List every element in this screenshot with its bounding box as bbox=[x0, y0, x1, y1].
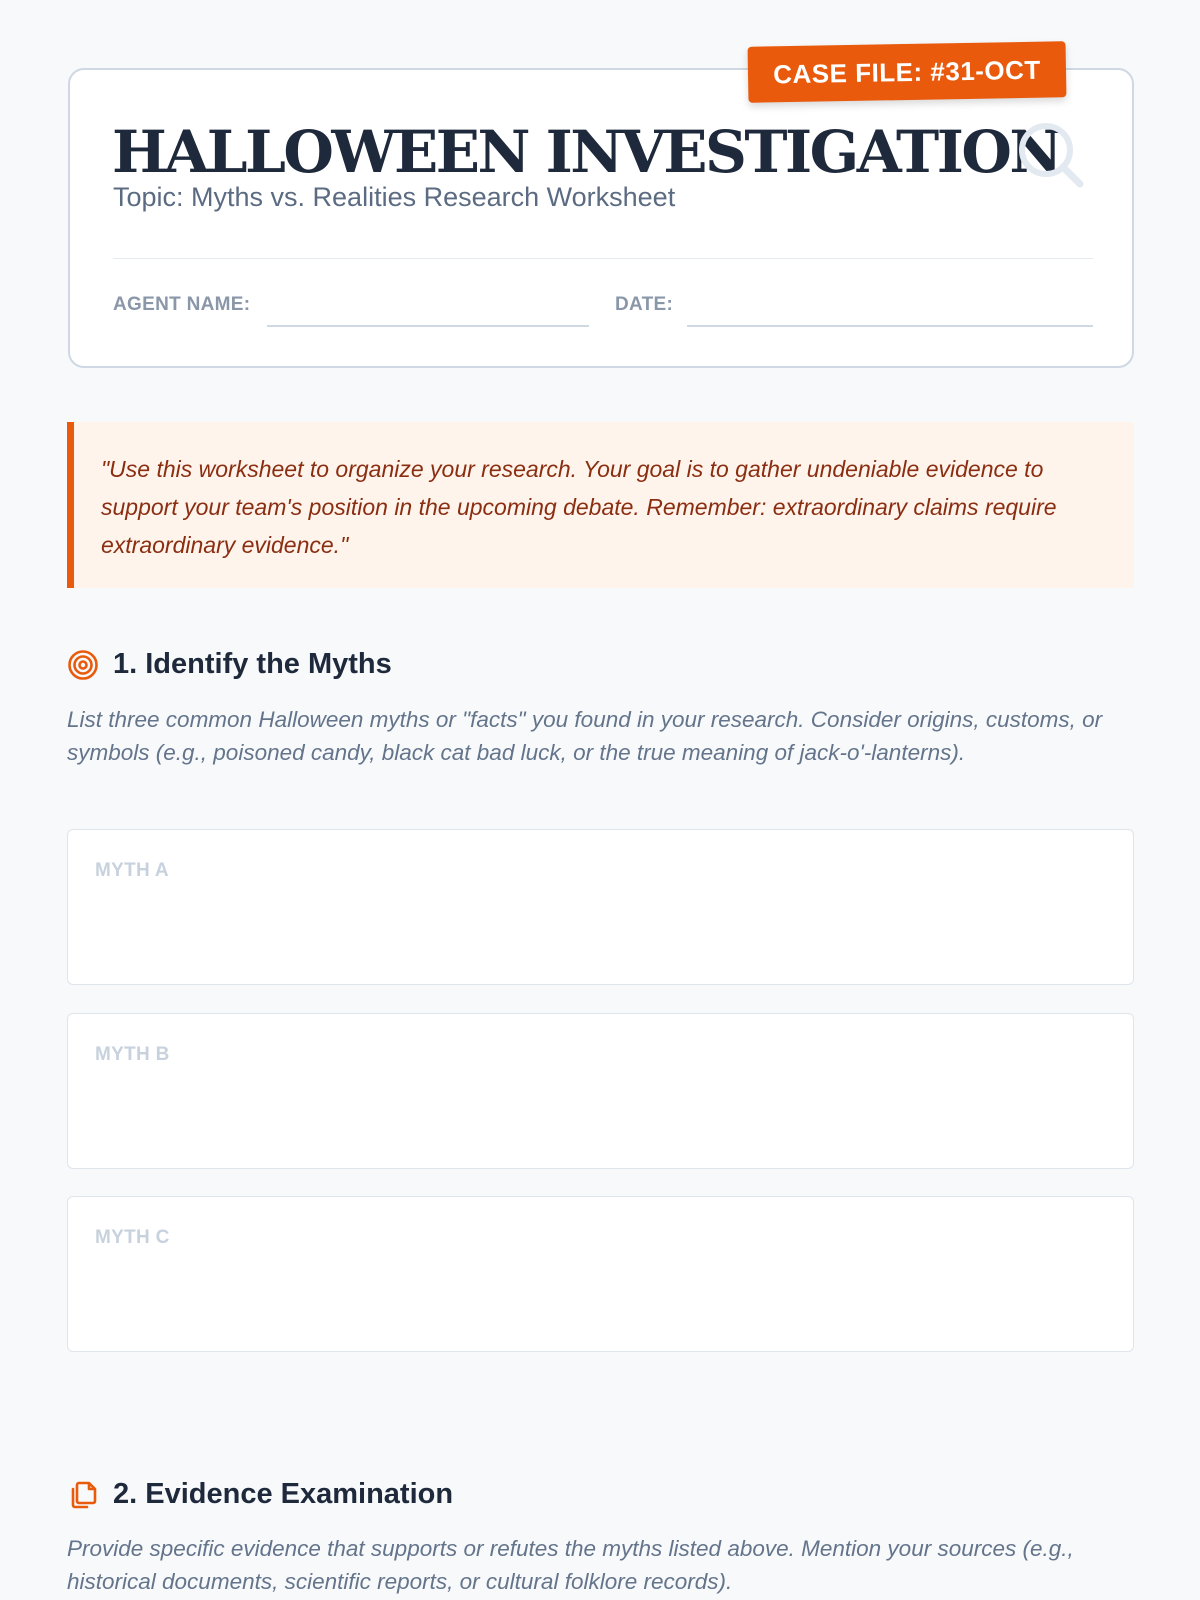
agent-name-label: AGENT NAME: bbox=[113, 294, 251, 315]
section-2-heading bbox=[67, 1478, 453, 1511]
target-icon bbox=[67, 649, 99, 681]
agent-name-field[interactable] bbox=[267, 325, 589, 327]
date-field[interactable] bbox=[687, 325, 1093, 327]
header-card bbox=[68, 54, 1134, 368]
section-2-title: 2. Evidence Examination bbox=[113, 1478, 454, 1510]
instructions-quote bbox=[67, 422, 1134, 588]
myth-c-input[interactable] bbox=[67, 1196, 1134, 1352]
magnifier-icon bbox=[1016, 120, 1088, 192]
section-1-description: List three common Halloween myths or "facts" you found in your research. Consider origins, customs, or symbols (e.g., poisoned candy, black cat bad luck, or the true meaning of jack-o'-lanterns). bbox=[67, 707, 1103, 765]
case-file-badge: CASE FILE: #31-OCT bbox=[748, 41, 1067, 103]
myth-b-label: MYTH B bbox=[95, 1044, 170, 1065]
date-label: DATE: bbox=[615, 294, 674, 315]
section-2-description: Provide specific evidence that supports or refutes the myths listed above. Mention your sources (e.g., historical documents, scientific reports, or cultural folklore records). bbox=[67, 1536, 1074, 1594]
myth-a-label: MYTH A bbox=[95, 860, 169, 881]
section-1-heading bbox=[67, 648, 392, 681]
myth-b-input[interactable] bbox=[67, 1013, 1134, 1169]
header-divider bbox=[113, 258, 1093, 259]
section-1-title: 1. Identify the Myths bbox=[113, 648, 392, 680]
quote-text: "Use this worksheet to organize your research. Your goal is to gather undeniable evidence to support your team's position in the upcoming debate. Remember: extraordinary claims require extraordinary evidence." bbox=[101, 456, 1057, 558]
documents-icon bbox=[67, 1479, 99, 1511]
page-title: HALLOWEEN INVESTIGATION bbox=[112, 118, 1060, 186]
myth-c-label: MYTH C bbox=[95, 1227, 170, 1248]
myth-a-input[interactable] bbox=[67, 829, 1134, 985]
page-subtitle: Topic: Myths vs. Realities Research Worksheet bbox=[113, 182, 676, 212]
